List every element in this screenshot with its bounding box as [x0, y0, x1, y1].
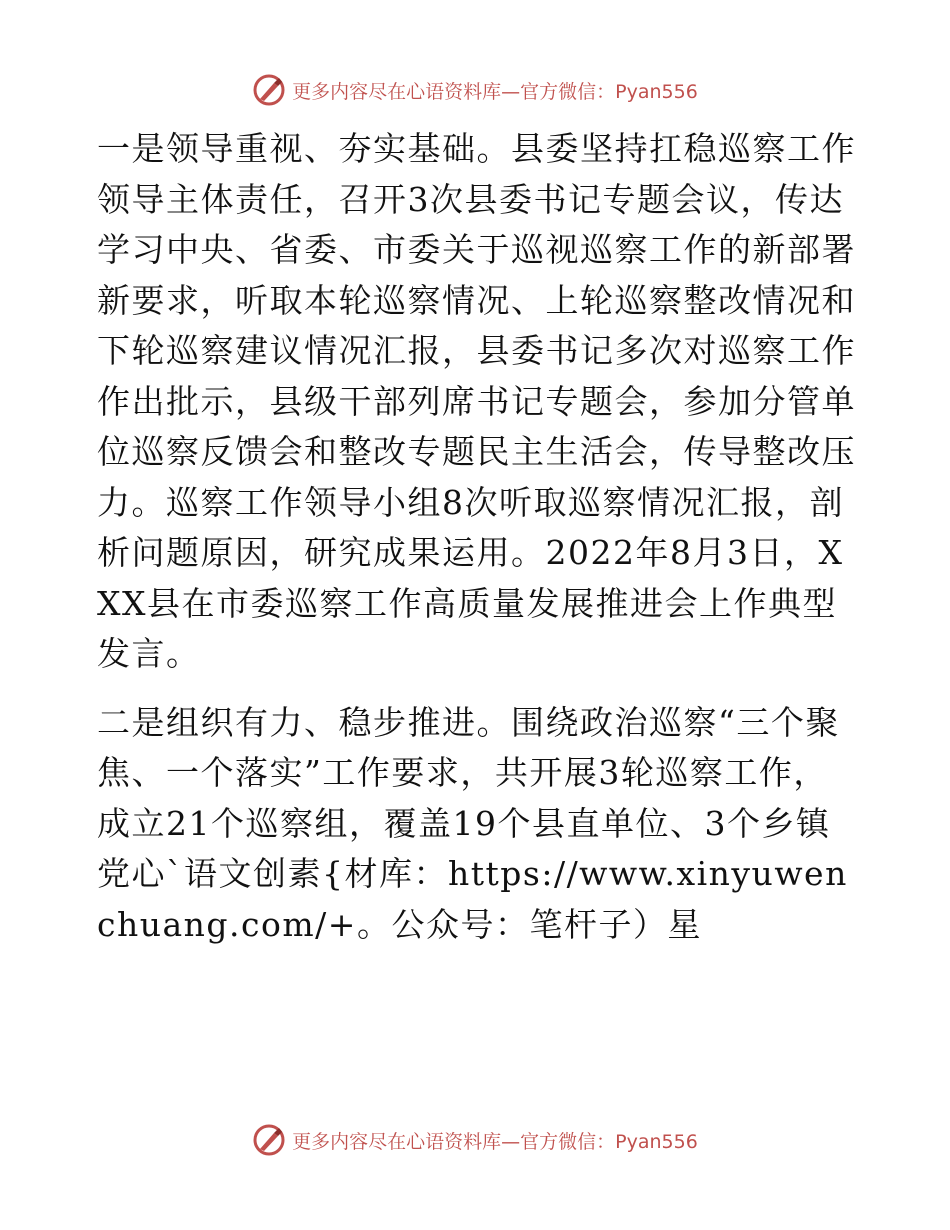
document-body: [97, 124, 857, 950]
footer-watermark-banner: [0, 1120, 950, 1160]
brush-logo-icon: [252, 73, 286, 107]
header-banner-text: 更多内容尽在心语资料库—官方微信：Pyan556: [292, 80, 698, 103]
brush-logo-icon: [252, 1123, 286, 1157]
paragraph-2: 二是组织有力、稳步推进。围绕政治巡察“三个聚焦、一个落实”工作要求，共开展3轮巡察工作，成立21个巡察组，覆盖19个县直单位、3个乡镇党心`语文创素{材库：https://www.xinyuwenchuang.com/+。公众号：笔杆子）星: [97, 702, 848, 944]
header-watermark-banner: [0, 70, 950, 110]
footer-banner-text: 更多内容尽在心语资料库—官方微信：Pyan556: [292, 1130, 698, 1153]
paragraph-1: 一是领导重视、夯实基础。县委坚持扛稳巡察工作领导主体责任，召开3次县委书记专题会议，传达学习中央、省委、市委关于巡视巡察工作的新部署新要求，听取本轮巡察情况、上轮巡察整改情况和下轮巡察建议情况汇报，县委书记多次对巡察工作作出批示，县级干部列席书记专题会，参加分管单位巡察反馈会和整改专题民主生活会，传导整改压力。巡察工作领导小组8次听取巡察情况汇报，剖析问题原因，研究成果运用。2022年8月3日，XXX县在市委巡察工作高质量发展推进会上作典型发言。: [97, 129, 856, 673]
